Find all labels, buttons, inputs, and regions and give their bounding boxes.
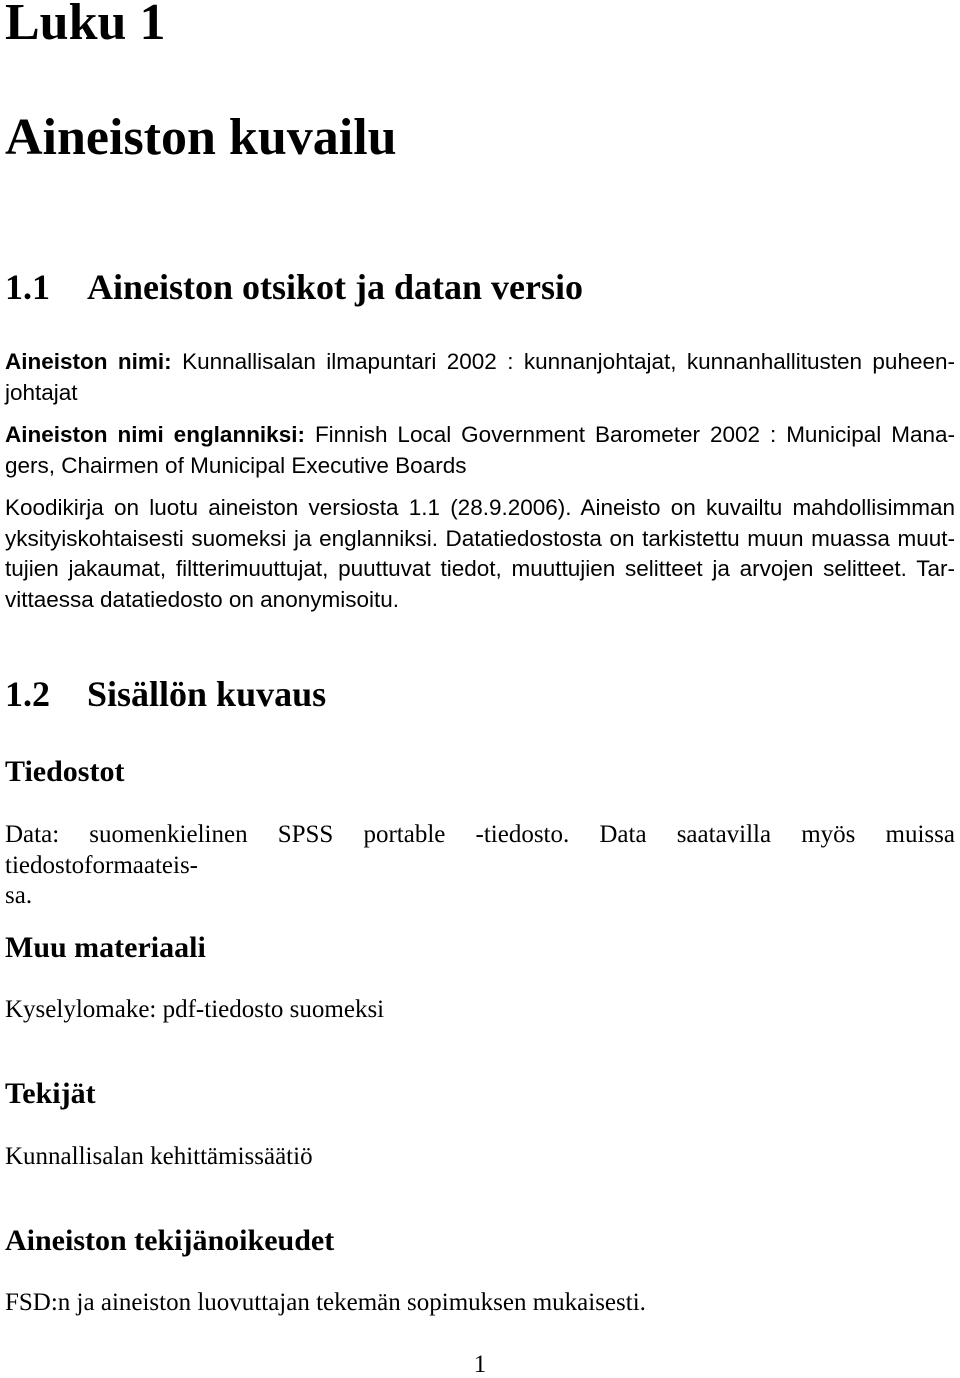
chapter-label: Luku 1 (5, 0, 166, 51)
version-note-line: vittaessa datatiedosto on anonymisoitu. (5, 586, 399, 612)
dataset-title-en (5, 420, 955, 481)
section-title: Aineiston otsikot ja datan versio (87, 267, 584, 307)
section-number: 1.1 (5, 267, 50, 307)
authors-paragraph (5, 1142, 955, 1173)
section-number: 1.2 (5, 674, 50, 714)
version-note-line: tujien jakaumat, filtterimuuttujat, puuttuvat tiedot, muuttujien selitteet ja arvojen selitteet. Tar- (5, 556, 955, 581)
version-note-line: yksityiskohtaisesti suomeksi ja englanniksi. Datatiedostosta on tarkistettu muun muassa muut- (5, 525, 955, 551)
version-note-line: Koodikirja on luotu aineiston versiosta 1.1 (28.9.2006). Aineisto on kuvailtu mahdollisimman (5, 495, 955, 520)
chapter-title: Aineiston kuvailu (5, 109, 397, 166)
dataset-title-en-line: gers, Chairmen of Municipal Executive Boards (5, 452, 467, 478)
section-heading-1-2 (5, 673, 955, 715)
dataset-title-en-line (5, 420, 955, 451)
dataset-title-fi-value: Kunnallisalan ilmapuntari 2002 : kunnanjohtajat, kunnanhallitusten puheen- (182, 349, 955, 374)
dataset-title-en-value: Finnish Local Government Barometer 2002 : Municipal Mana- (314, 422, 955, 447)
dataset-title-fi-label: Aineiston nimi: (5, 349, 172, 374)
authors-line: Kunnallisalan kehittämissäätiö (5, 1143, 313, 1170)
section-title: Sisällön kuvaus (87, 674, 327, 714)
other-material-line: Kyselylomake: pdf-tiedosto suomeksi (5, 996, 385, 1023)
subsection-heading-copyright: Aineiston tekijänoikeudet (5, 1224, 335, 1257)
dataset-title-en-label: Aineiston nimi englanniksi: (5, 422, 305, 447)
subsection-heading-files: Tiedostot (5, 755, 125, 788)
files-line: sa. (5, 882, 33, 909)
dataset-title-fi-line: johtajat (5, 379, 78, 405)
files-line: Data: suomenkielinen SPSS portable -tiedosto. Data saatavilla myös muissa tiedostoformaateis- (5, 821, 955, 879)
page-number: 1 (473, 1351, 487, 1378)
other-material-paragraph (5, 995, 955, 1026)
dataset-title-fi-line (5, 347, 955, 378)
section-heading-1-1 (5, 266, 955, 308)
files-paragraph (5, 820, 955, 912)
copyright-line: FSD:n ja aineiston luovuttajan tekemän sopimuksen mukaisesti. (5, 1289, 646, 1316)
dataset-title-fi (5, 347, 955, 408)
version-note-paragraph (5, 493, 955, 615)
copyright-paragraph (5, 1288, 955, 1319)
subsection-heading-other-material: Muu materiaali (5, 931, 206, 964)
subsection-heading-authors: Tekijät (5, 1077, 96, 1110)
